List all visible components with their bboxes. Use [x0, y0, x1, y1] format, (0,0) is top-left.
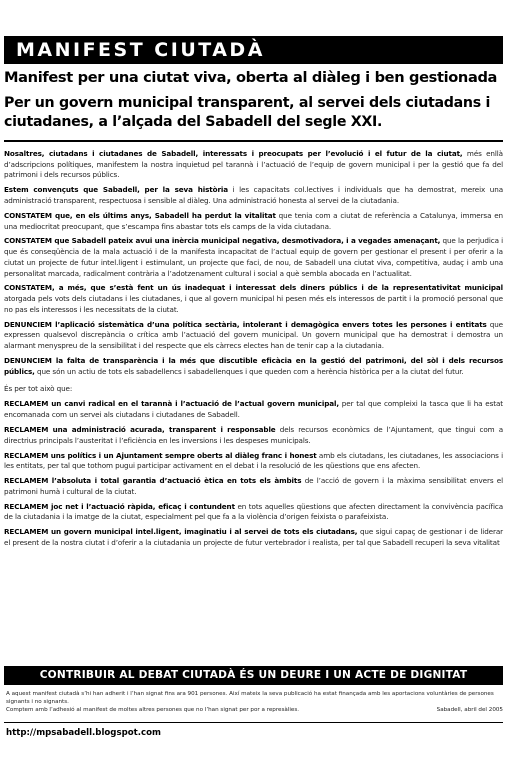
paragraph: RECLAMEM joc net i l’actuació ràpida, eficaç i contundent en tots aquelles qüestions que afecten directament la convivència pacífica de la ciutadania i la imatge de la ciutat, especialment pel que fa a la violència d’origen feixista o parafeixista. [4, 501, 503, 522]
footnote-signatures: A aquest manifest ciutadà s’hi han adherit i l’han signat fins ara 901 persones. Així mateix la seva publicació ha estat finançada amb les aportacions voluntàries de persones signants i no signants. [6, 691, 494, 705]
paragraph: CONSTATEM, a més, que s’està fent un ús inadequat i interessat dels diners públics i de la representativitat municipal atorgada pels vots dels ciutadans i les ciutadanes, i que al govern municipal hi pesen més els interessos de partit i la promoció personal que no pas els interessos i les necessitats de la ciutat. [4, 283, 503, 314]
paragraph: CONSTATEM que Sabadell pateix avui una inèrcia municipal negativa, desmotivadora, i a vegades amenaçant, que la perjudica i que és conseqüència de la mala actuació i de la manifesta incapacitat de l’actual equip de govern per gestionar el present i per oferir a la ciutat un projecte de futur intel.ligent i estimulant, un projecte que faci, de nou, de Sabadell una ciutat viva, competitiva, audaç i amb una personalitat marcada, radicalment contrària a l’adotzenament cultural i social a què sembla abocada en l’actualitat. [4, 236, 503, 278]
paragraph: RECLAMEM un govern municipal intel.ligent, imaginatiu i al servei de tots els ciutadans, que sigui capaç de gestionar i de liderar el present de la nostra ciutat i d’oferir a la ciutadania un projecte de futur vertebrador i realista, per tal que Sabadell recuperi la seva vitalitat [4, 527, 503, 548]
paragraph: DENUNCIEM la falta de transparència i la més que discutible eficàcia en la gestió del patrimoni, del sòl i dels recursos públics, que són un actiu de tots els sabadellencs i sabadellenques i que queden com a herència històrica per a la ciutat del futur. [4, 356, 503, 376]
paragraph: Estem convençuts que Sabadell, per la seva història i les capacitats col.lectives i individuals que ha demostrat, mereix una administració transparent, respectuosa i sensible al diàleg. Una administració honesta al servei de la ciutadania. [4, 185, 503, 205]
paragraph: CONSTATEM que, en els últims anys, Sabadell ha perdut la vitalitat que tenia com a ciutat de referència a Catalunya, immersa en una mediocritat preocupant, que s’escampa fins abastar tots els camps de la vida ciutadana. [4, 210, 503, 231]
subtitle-main: Manifest per una ciutat viva, oberta al diàleg i ben gestionada [4, 69, 498, 86]
slogan-banner: CONTRIBUIR AL DEBAT CIUTADÀ ÉS UN DEURE I UN ACTE DE DIGNITAT [4, 666, 503, 685]
paragraph: RECLAMEM l’absoluta i total garantia d’actuació ètica en tots els àmbits de l’acció de govern i la màxima sensibilitat envers el patrimoni humà i cultural de la ciutat. [4, 476, 504, 496]
footnote [6, 690, 503, 714]
place-date: Sabadell, abril del 2005 [436, 707, 503, 713]
footer-divider [4, 722, 503, 723]
paragraph: Nosaltres, ciutadans i ciutadanes de Sabadell, interessats i preocupats per l’evolució i el futur de la ciutat, més enllà d’adscripcions polítiques, manifestem la nostra inquietud pel tarannà i l’actuació de l’equip de govern municipal i per la gestió que fa del patrimoni i dels recursos públics. [4, 149, 503, 180]
paragraph: RECLAMEM un canvi radical en el tarannà i l’actuació de l’actual govern municipal, per tal que compleixi la tasca que li ha estat encomanada com un servei als ciutadans i ciutadanes de Sabadell. [4, 399, 503, 420]
paragraph: RECLAMEM una administració acurada, transparent i responsable dels recursos econòmics de l’Ajuntament, que tingui com a directrius principals l’austeritat i l’eficiència en les inversions i les despeses municipals. [4, 424, 503, 445]
manifest-title: MANIFEST CIUTADÀ [4, 36, 503, 64]
paragraph: RECLAMEM uns polítics i un Ajuntament sempre oberts al diàleg franc i honest amb els ciutadans, les ciutadanes, les associacions i les entitats, per tal que tothom pugui participar activament en el debat i la resolució de les qüestions que ens afecten. [4, 450, 503, 471]
paragraph-intro: És per tot això que: [4, 384, 73, 394]
header-divider [4, 140, 503, 142]
manifest-body [4, 149, 503, 553]
paragraph: DENUNCIEM l’aplicació sistemàtica d’una política sectària, intolerant i demagògica envers totes les persones i entitats que expressen qualsevol discrepància o crítica amb l’actuació del govern municipal. Un govern municipal que ha demostrat i demostra un alarmant menyspreu de la sensibilitat i del respecte que els càrrecs electes han de tenir cap a la ciutadania. [4, 319, 503, 351]
footnote-adhesion: Comptem amb l’adhesió al manifest de moltes altres persones que no l’han signat per por a represàlies. [6, 707, 300, 713]
subtitle-secondary: Per un govern municipal transparent, al servei dels ciutadans i ciutadanes, a l’alçada del Sabadell del segle XXI. [4, 95, 491, 130]
blog-url: http://mpsabadell.blogspot.com [6, 728, 161, 738]
